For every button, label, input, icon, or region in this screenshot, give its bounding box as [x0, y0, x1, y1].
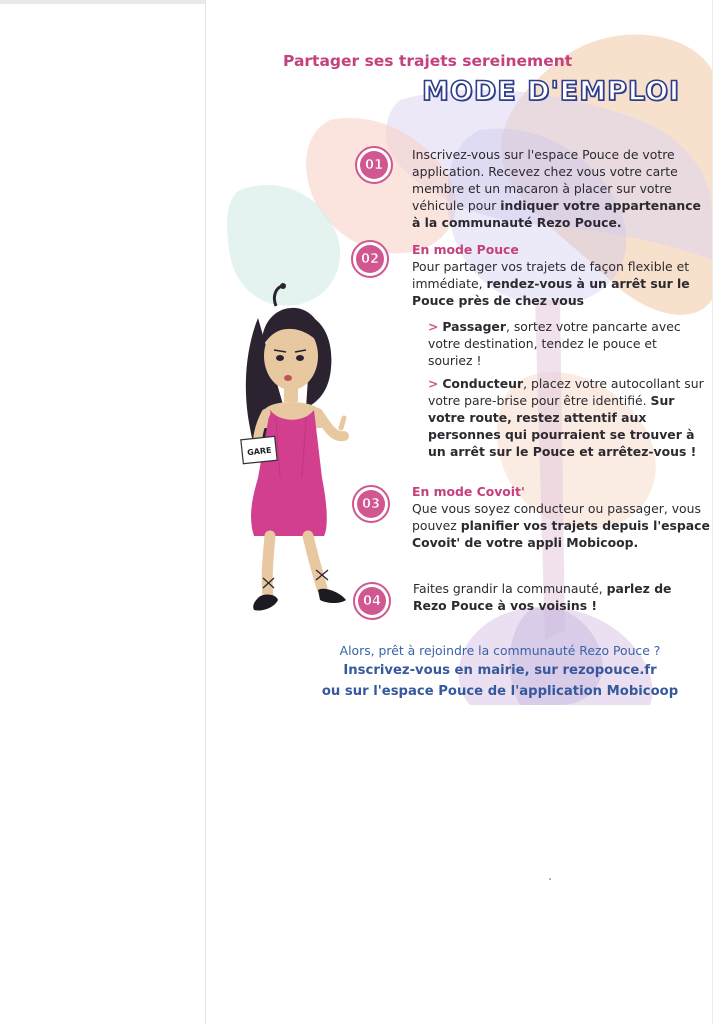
bullet-chevron: >: [428, 319, 439, 334]
brochure-subtitle: Partager ses trajets sereinement: [283, 52, 573, 70]
step-2-text: [412, 258, 712, 309]
driver-bullet: [428, 375, 710, 460]
hitchhiker-illustration: [236, 278, 356, 623]
driver-text: , placez votre autocollant sur votre pare-brise pour être identifié.: [428, 376, 704, 408]
step-3-emphasis: planifier vos trajets depuis l'espace Covoit' de votre appli Mobicoop.: [412, 518, 710, 550]
step-2-emphasis: rendez-vous à un arrêt sur le Pouce près de chez vous: [412, 276, 690, 308]
passenger-bullet: [428, 318, 698, 369]
cta-signup-line: Inscrivez-vous en mairie, sur rezopouce.fr: [343, 663, 657, 678]
step-2-body: Pour partager vos trajets de façon flexible et immédiate,: [412, 259, 690, 291]
step-1-body: Inscrivez-vous sur l'espace Pouce de votre application. Recevez chez vous votre carte membre et un macaron à placer sur votre véhicule pour: [412, 147, 678, 213]
sign-text: GARE: [246, 445, 272, 458]
step-number: 01: [364, 157, 384, 173]
step-4-text: [413, 580, 708, 614]
brochure-title: MODE D'EMPLOI: [422, 76, 681, 107]
step-4-emphasis: parlez de Rezo Pouce à vos voisins !: [413, 581, 672, 613]
passenger-label: Passager: [442, 319, 506, 334]
step-3-heading-text: En mode Covoit': [412, 484, 525, 499]
step-badge-04: [353, 582, 391, 620]
passenger-text: , sortez votre pancarte avec votre destination, tendez le pouce et souriez !: [428, 319, 681, 368]
step-3-text: [412, 500, 712, 551]
driver-label: Conducteur: [442, 376, 524, 391]
scan-speck: [549, 878, 551, 880]
step-1-text: [412, 146, 712, 231]
step-3-heading: [412, 483, 712, 500]
step-number: 02: [360, 251, 380, 267]
step-2-heading: [412, 241, 712, 258]
step-3-body: Que vous soyez conducteur ou passager, vous pouvez: [412, 501, 701, 533]
step-1-emphasis: indiquer votre appartenance à la communauté Rezo Pouce.: [412, 198, 701, 230]
bullet-chevron: >: [428, 376, 439, 391]
cta-question: Alors, prêt à rejoindre la communauté Rezo Pouce ?: [339, 643, 661, 658]
step-number: 04: [362, 593, 382, 609]
step-badge-03: [352, 485, 390, 523]
driver-emphasis: Sur votre route, restez attentif aux personnes qui pourraient se trouver à un arrêt sur le Pouce et arrêtez-vous !: [428, 393, 697, 459]
step-badge-01: [355, 146, 393, 184]
step-2-heading-text: En mode Pouce: [412, 242, 519, 257]
step-badge-02: [351, 240, 389, 278]
cta-app-line: ou sur l'espace Pouce de l'application Mobicoop: [321, 684, 679, 699]
step-4-body: Faites grandir la communauté,: [413, 581, 607, 596]
step-number: 03: [361, 496, 381, 512]
